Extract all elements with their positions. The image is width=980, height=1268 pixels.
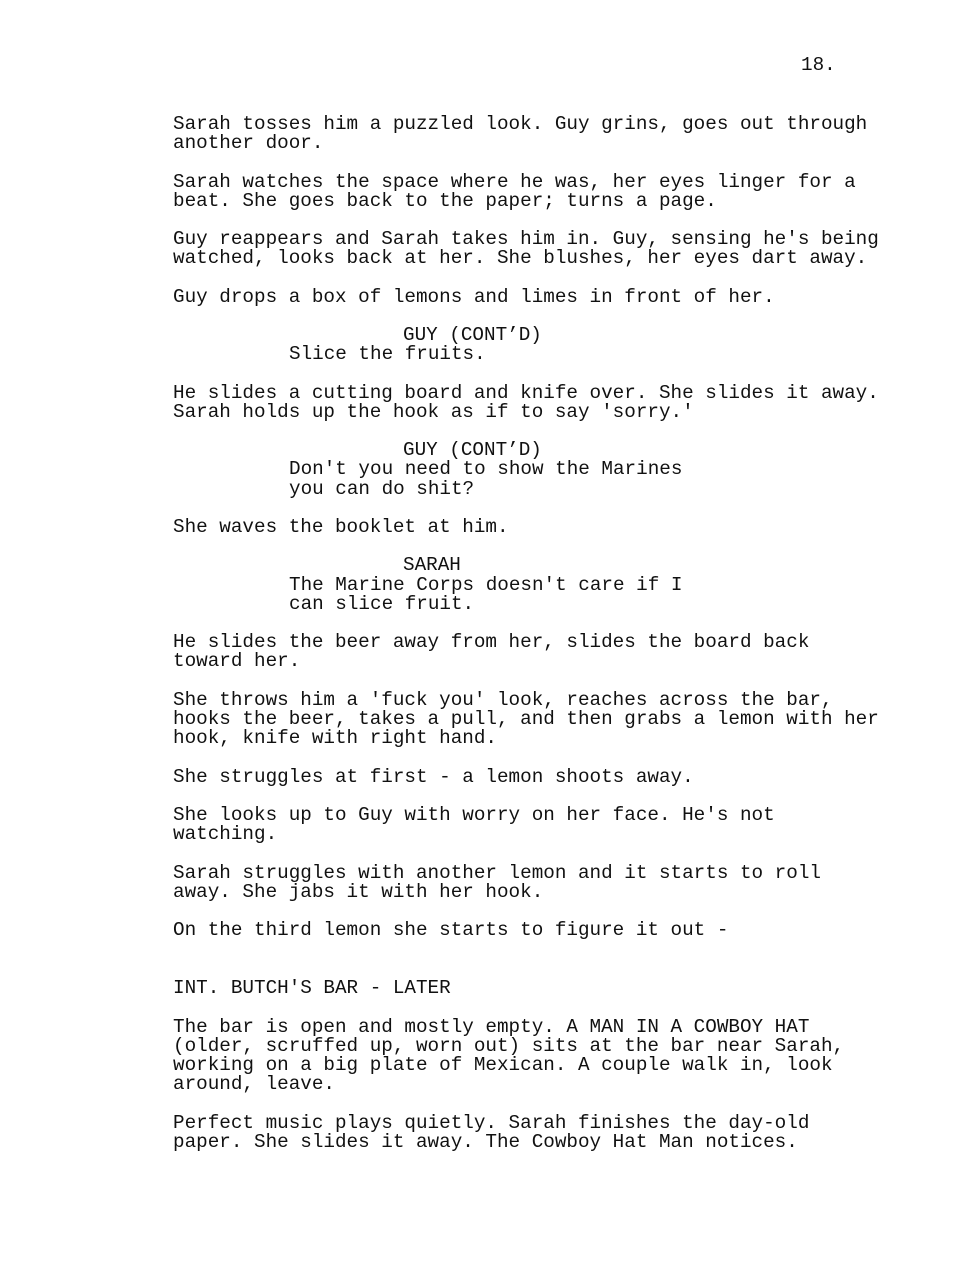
action-line: watching. <box>173 823 278 845</box>
action-line: another door. <box>173 132 324 154</box>
action-line: Sarah tosses him a puzzled look. Guy grins, goes out through <box>173 113 868 135</box>
page-number: 18. <box>801 54 836 76</box>
action-line: toward her. <box>173 650 301 672</box>
action-line: around, leave. <box>173 1073 335 1095</box>
dialogue-line: can slice fruit. <box>289 593 475 615</box>
character-cue: SARAH <box>403 554 461 576</box>
action-line: On the third lemon she starts to figure it out - <box>173 919 729 941</box>
action-line: working on a big plate of Mexican. A couple walk in, look <box>173 1054 833 1076</box>
dialogue-line: Slice the fruits. <box>289 343 486 365</box>
action-line: Sarah holds up the hook as if to say 'sorry.' <box>173 401 694 423</box>
action-line: Perfect music plays quietly. Sarah finishes the day-old <box>173 1112 810 1134</box>
action-line: beat. She goes back to the paper; turns a page. <box>173 190 717 212</box>
character-cue: GUY (CONT’D) <box>403 324 542 346</box>
dialogue-line: Don't you need to show the Marines <box>289 458 683 480</box>
action-line: Guy reappears and Sarah takes him in. Guy, sensing he's being <box>173 228 879 250</box>
action-line: Sarah watches the space where he was, her eyes linger for a <box>173 171 856 193</box>
action-line: He slides the beer away from her, slides the board back <box>173 631 810 653</box>
action-line: She looks up to Guy with worry on her face. He's not <box>173 804 775 826</box>
action-line: hook, knife with right hand. <box>173 727 497 749</box>
action-line: away. She jabs it with her hook. <box>173 881 544 903</box>
scene-heading: INT. BUTCH'S BAR - LATER <box>173 977 451 999</box>
action-line: The bar is open and mostly empty. A MAN IN A COWBOY HAT <box>173 1016 810 1038</box>
action-line: (older, scruffed up, worn out) sits at the bar near Sarah, <box>173 1035 845 1057</box>
character-cue: GUY (CONT’D) <box>403 439 542 461</box>
dialogue-line: you can do shit? <box>289 478 475 500</box>
action-line: She waves the booklet at him. <box>173 516 509 538</box>
action-line: watched, looks back at her. She blushes, her eyes dart away. <box>173 247 868 269</box>
action-line: Guy drops a box of lemons and limes in front of her. <box>173 286 775 308</box>
action-line: Sarah struggles with another lemon and it starts to roll <box>173 862 821 884</box>
action-line: paper. She slides it away. The Cowboy Hat Man notices. <box>173 1131 798 1153</box>
action-line: She throws him a 'fuck you' look, reaches across the bar, <box>173 689 833 711</box>
action-line: She struggles at first - a lemon shoots away. <box>173 766 694 788</box>
action-line: hooks the beer, takes a pull, and then grabs a lemon with her <box>173 708 879 730</box>
action-line: He slides a cutting board and knife over. She slides it away. <box>173 382 879 404</box>
dialogue-line: The Marine Corps doesn't care if I <box>289 574 683 596</box>
